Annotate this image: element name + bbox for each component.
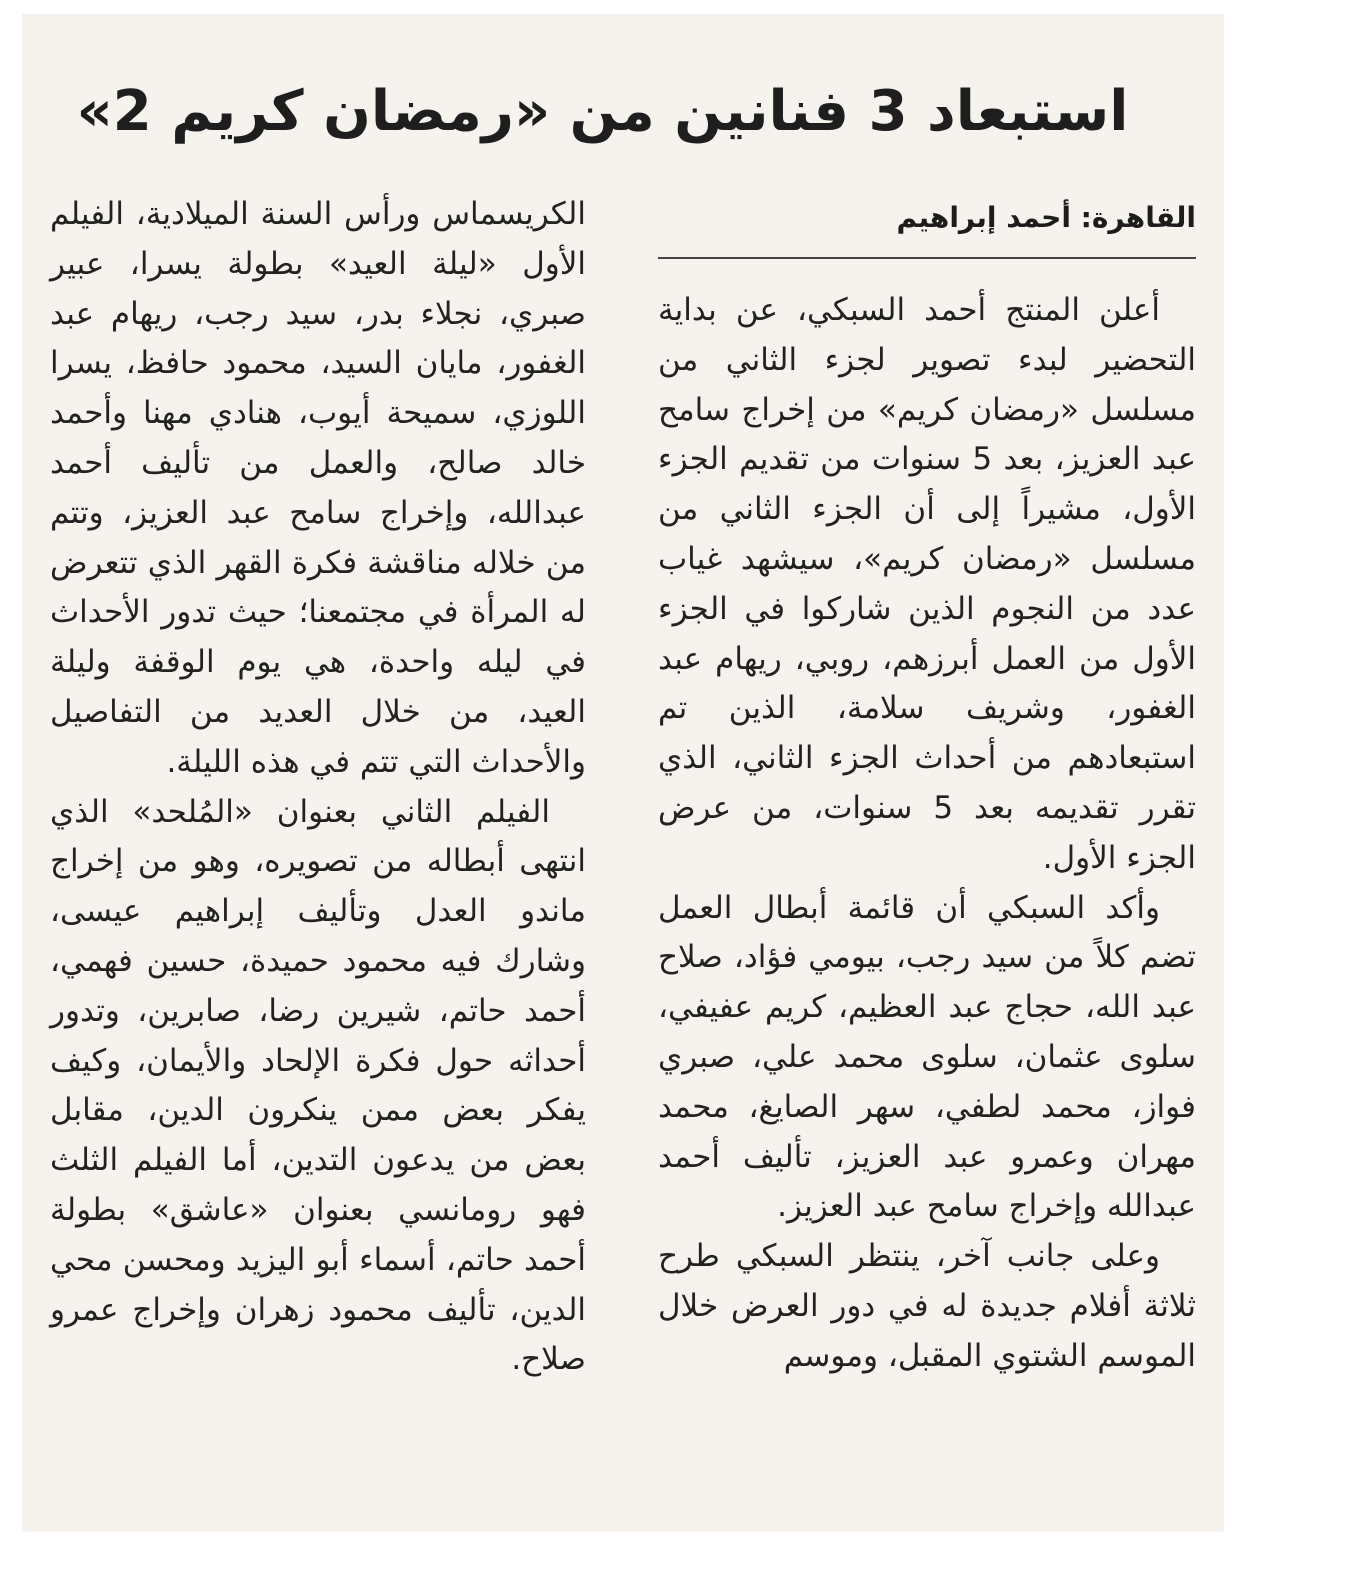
paragraph: وعلى جانب آخر، ينتظر السبكي طرح ثلاثة أفلام جديدة له في دور العرض خلال الموسم الشتوي المقبل، وموسم: [658, 1238, 1196, 1374]
paragraph: وأكد السبكي أن قائمة أبطال العمل تضم كلاً من سيد رجب، بيومي فؤاد، صلاح عبد الله، حجاج عبد العظيم، كريم عفيفي، سلوى عثمان، سلوى محمد علي، صبري فواز، محمد لطفي، سهر الصايغ، محمد مهران وعمرو عبد العزيز، تأليف أحمد عبدالله وإخراج سامح عبد العزيز.: [658, 889, 1196, 1225]
article-headline: استبعاد 3 فنانين من «رمضان كريم 2»: [76, 79, 1129, 144]
article-column-right: [658, 286, 1196, 1382]
article-column-left: [50, 190, 586, 1385]
paragraph: الفيلم الثاني بعنوان «المُلحد» الذي انتهى أبطاله من تصويره، وهو من إخراج ماندو العدل وتأليف إبراهيم عيسى، وشارك فيه محمود حميدة، حسين فهمي، أحمد حاتم، شيرين رضا، صابرين، وتدور أحداثه حول فكرة الإلحاد والأيمان، وكيف يفكر بعض ممن ينكرون الدين، مقابل بعض من يدعون التدين، أما الفيلم الثلث فهو رومانسي بعنوان «عاشق» بطولة أحمد حاتم، أسماء أبو اليزيد ومحسن محي الدين، تأليف محمود زهران وإخراج عمرو صلاح.: [50, 793, 586, 1378]
paragraph: الكريسماس ورأس السنة الميلادية، الفيلم الأول «ليلة العيد» بطولة يسرا، عبير صبري، نجلاء بدر، سيد رجب، ريهام عبد الغفور، مايان السيد، محمود حافظ، يسرا اللوزي، سميحة أيوب، هنادي مهنا وأحمد خالد صالح، والعمل من تأليف أحمد عبدالله، وإخراج سامح عبد العزيز، وتتم من خلاله مناقشة فكرة القهر الذي تتعرض له المرأة في مجتمعنا؛ حيث تدور الأحداث في ليله واحدة، هي يوم الوقفة وليلة العيد، من خلال العديد من التفاصيل والأحداث التي تتم في هذه الليلة.: [50, 196, 586, 780]
paragraph: أعلن المنتج أحمد السبكي، عن بداية التحضير لبدء تصوير لجزء الثاني من مسلسل «رمضان كريم» من إخراج سامح عبد العزيز، بعد 5 سنوات من تقديم الجزء الأول، مشيراً إلى أن الجزء الثاني من مسلسل «رمضان كريم»، سيشهد غياب عدد من النجوم الذين شاركوا في الجزء الأول من العمل أبرزهم، روبي، ريهام عبد الغفور، وشريف سلامة، الذين تم استبعادهم من أحداث الجزء الثاني، الذي تقرر تقديمه بعد 5 سنوات، من عرض الجزء الأول.: [658, 292, 1196, 876]
byline-divider: [658, 257, 1196, 259]
article-byline: القاهرة: أحمد إبراهيم: [896, 201, 1196, 234]
